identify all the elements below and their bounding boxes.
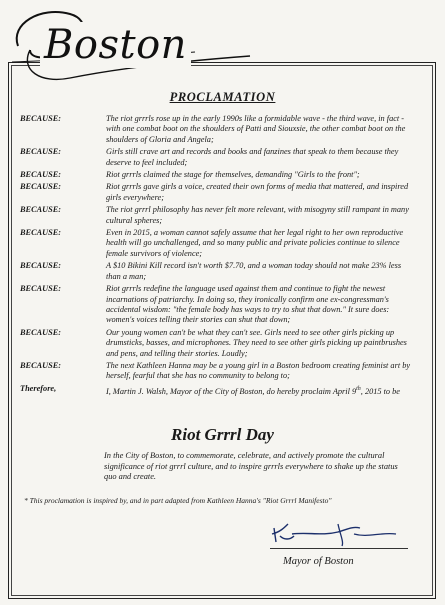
- page-title: [0, 90, 445, 105]
- clause-text: A $10 Bikini Kill record isn't worth $7.70, and a woman today should not make 23% less than a man;: [106, 261, 402, 281]
- clause-text: Even in 2015, a woman cannot safely assume that her legal right to her own reproductive health will go unchallenged, and so many public and private policies continue to silence female survivors of violence;: [106, 228, 404, 258]
- clause-label: BECAUSE:: [20, 114, 62, 123]
- therefore-label: Therefore,: [20, 383, 57, 393]
- clause-text: Riot grrrls claimed the stage for themselves, demanding "Girls to the front";: [106, 170, 360, 180]
- clause-row: [20, 205, 415, 226]
- clause-label: BECAUSE:: [20, 182, 62, 192]
- clause-row: [20, 228, 415, 259]
- clause-label: BECAUSE:: [20, 327, 62, 337]
- clause-row: [20, 170, 415, 180]
- clause-text: Our young women can't be what they can't see. Girls need to see other girls picking up drumsticks, basses, and microphones. They need to see other girls picking up paintbrushes and pens, and telling their stories. Loudly;: [106, 327, 407, 358]
- clause-text: Girls still crave art and records and books and fanzines that speak to them because they deserve to feel included;: [106, 147, 399, 167]
- clause-label: BECAUSE:: [20, 170, 62, 180]
- clause-label: BECAUSE:: [20, 360, 62, 370]
- title-text: PROCLAMATION: [169, 90, 276, 104]
- clause-text: The riot grrrl philosophy has never felt more relevant, with misogyny still rampant in many cultural spheres;: [106, 205, 409, 225]
- logo-text: Boston: [40, 22, 191, 68]
- clause-text: The riot grrrls rose up in the early 1990s like a formidable wave - the third wave, in fact - with one combat boot on the shoulders of Patti and Siouxsie, the other combat boot on the shoulders of Gloria and Angela;: [106, 114, 406, 144]
- clause-row: [20, 361, 415, 382]
- clause-row: [20, 284, 415, 326]
- therefore-text-before: I, Martin J. Walsh, Mayor of the City of Boston, do hereby proclaim April 9: [106, 386, 357, 396]
- clause-label: BECAUSE:: [20, 284, 62, 294]
- footnote: * This proclamation is inspired by, and in part adapted from Kathleen Hanna's "Riot Grrrl Manifesto": [24, 496, 332, 505]
- signature-line: [270, 548, 408, 549]
- therefore-row: [20, 384, 415, 397]
- clause-text: Riot grrrls gave girls a voice, created their own forms of media that mattered, and inspired girls everywhere;: [106, 182, 409, 202]
- clause-label: BECAUSE:: [20, 228, 62, 238]
- clause-row: [20, 114, 415, 145]
- clause-row: [20, 147, 415, 168]
- therefore-superscript: th: [356, 385, 361, 392]
- clause-text: Riot grrrls redefine the language used against them and continue to fight the newest incarnations of patriarchy. In doing so, they ironically confirm one ex-congressman's accidental wisdom: "the female body has ways to try to shut that down." It sure does: women's voices telling their stories can shut that down;: [106, 284, 390, 325]
- day-title: Riot Grrrl Day: [171, 425, 274, 444]
- closing-paragraph: In the City of Boston, to commemorate, celebrate, and actively promote the cultural significance of riot grrrl culture, and to inspire grrrls everywhere to shake up the status quo and create.: [104, 451, 398, 482]
- clause-row: [20, 182, 415, 203]
- clause-label: BECAUSE:: [20, 147, 62, 157]
- therefore-text: [106, 384, 415, 397]
- clause-row: [20, 328, 415, 359]
- clause-label: BECAUSE:: [20, 261, 62, 271]
- boston-logo: [0, 0, 260, 95]
- mayor-signature: [268, 514, 408, 548]
- clause-label: BECAUSE:: [20, 205, 62, 215]
- signature-caption: Mayor of Boston: [283, 556, 354, 567]
- clause-text: The next Kathleen Hanna may be a young girl in a Boston bedroom creating feminist art by herself, fearful that she has no community to belong to;: [106, 360, 411, 381]
- therefore-text-after: , 2015 to be: [360, 386, 400, 396]
- clause-row: [20, 261, 415, 282]
- clause-list: [20, 114, 415, 399]
